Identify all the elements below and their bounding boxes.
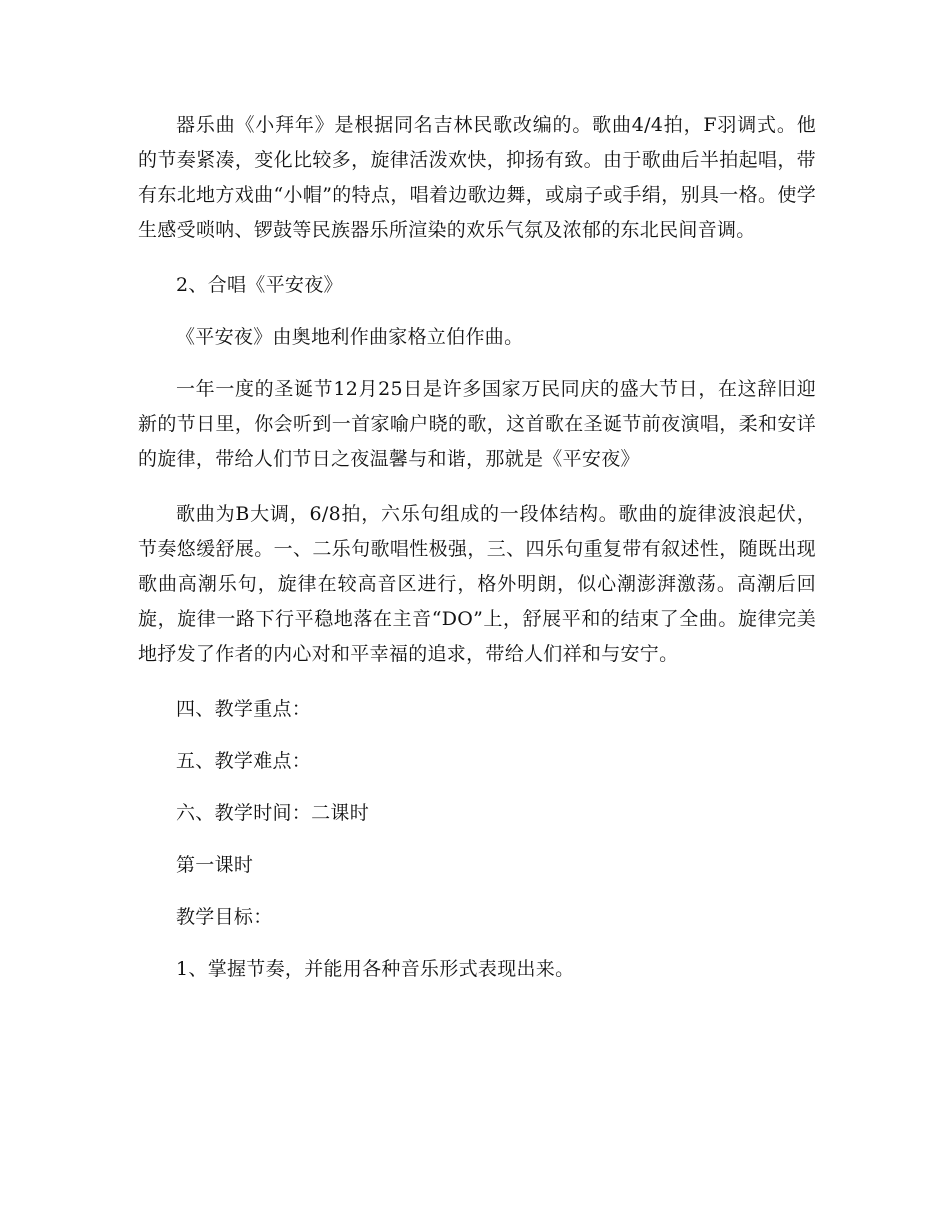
list-item-goal-1: 1、掌握节奏，并能用各种音乐形式表现出来。	[176, 958, 575, 980]
heading-first-lesson: 第一课时	[176, 854, 254, 876]
heading-teaching-difficulty: 五、教学难点：	[176, 750, 312, 772]
heading-chorus-silent-night: 2、合唱《平安夜》	[176, 274, 343, 296]
heading-teaching-time: 六、教学时间：二课时	[176, 802, 370, 824]
document-body	[138, 108, 816, 1004]
paragraph-composer: 《平安夜》由奥地利作曲家格立伯作曲。	[176, 326, 524, 348]
heading-teaching-goals: 教学目标：	[176, 906, 273, 928]
heading-teaching-focus: 四、教学重点：	[176, 698, 312, 720]
paragraph-christmas-intro: 一年一度的圣诞节12月25日是许多国家万民同庆的盛大节日，在这辞旧迎新的节日里，你会听到一首家喻户晓的歌，这首歌在圣诞节前夜演唱，柔和安详的旋律，带给人们节日之夜温馨与和谐，那就是《平安夜》	[138, 378, 816, 470]
paragraph-xiaobainian-description: 器乐曲《小拜年》是根据同名吉林民歌改编的。歌曲4/4拍，F羽调式。他的节奏紧凑，变化比较多，旋律活泼欢快，抑扬有致。由于歌曲后半拍起唱，带有东北地方戏曲“小帽”的特点，唱着边歌边舞，或扇子或手绢，别具一格。使学生感受唢呐、锣鼓等民族器乐所渲染的欢乐气氛及浓郁的东北民间音调。	[138, 114, 816, 241]
paragraph-song-analysis: 歌曲为B大调，6/8拍，六乐句组成的一段体结构。歌曲的旋律波浪起伏，节奏悠缓舒展。一、二乐句歌唱性极强，三、四乐句重复带有叙述性，随既出现歌曲高潮乐句，旋律在较高音区进行，格外明朗，似心潮澎湃激荡。高潮后回旋，旋律一路下行平稳地落在主音“DO”上，舒展平和的结束了全曲。旋律完美地抒发了作者的内心对和平幸福的追求，带给人们祥和与安宁。	[138, 503, 816, 665]
